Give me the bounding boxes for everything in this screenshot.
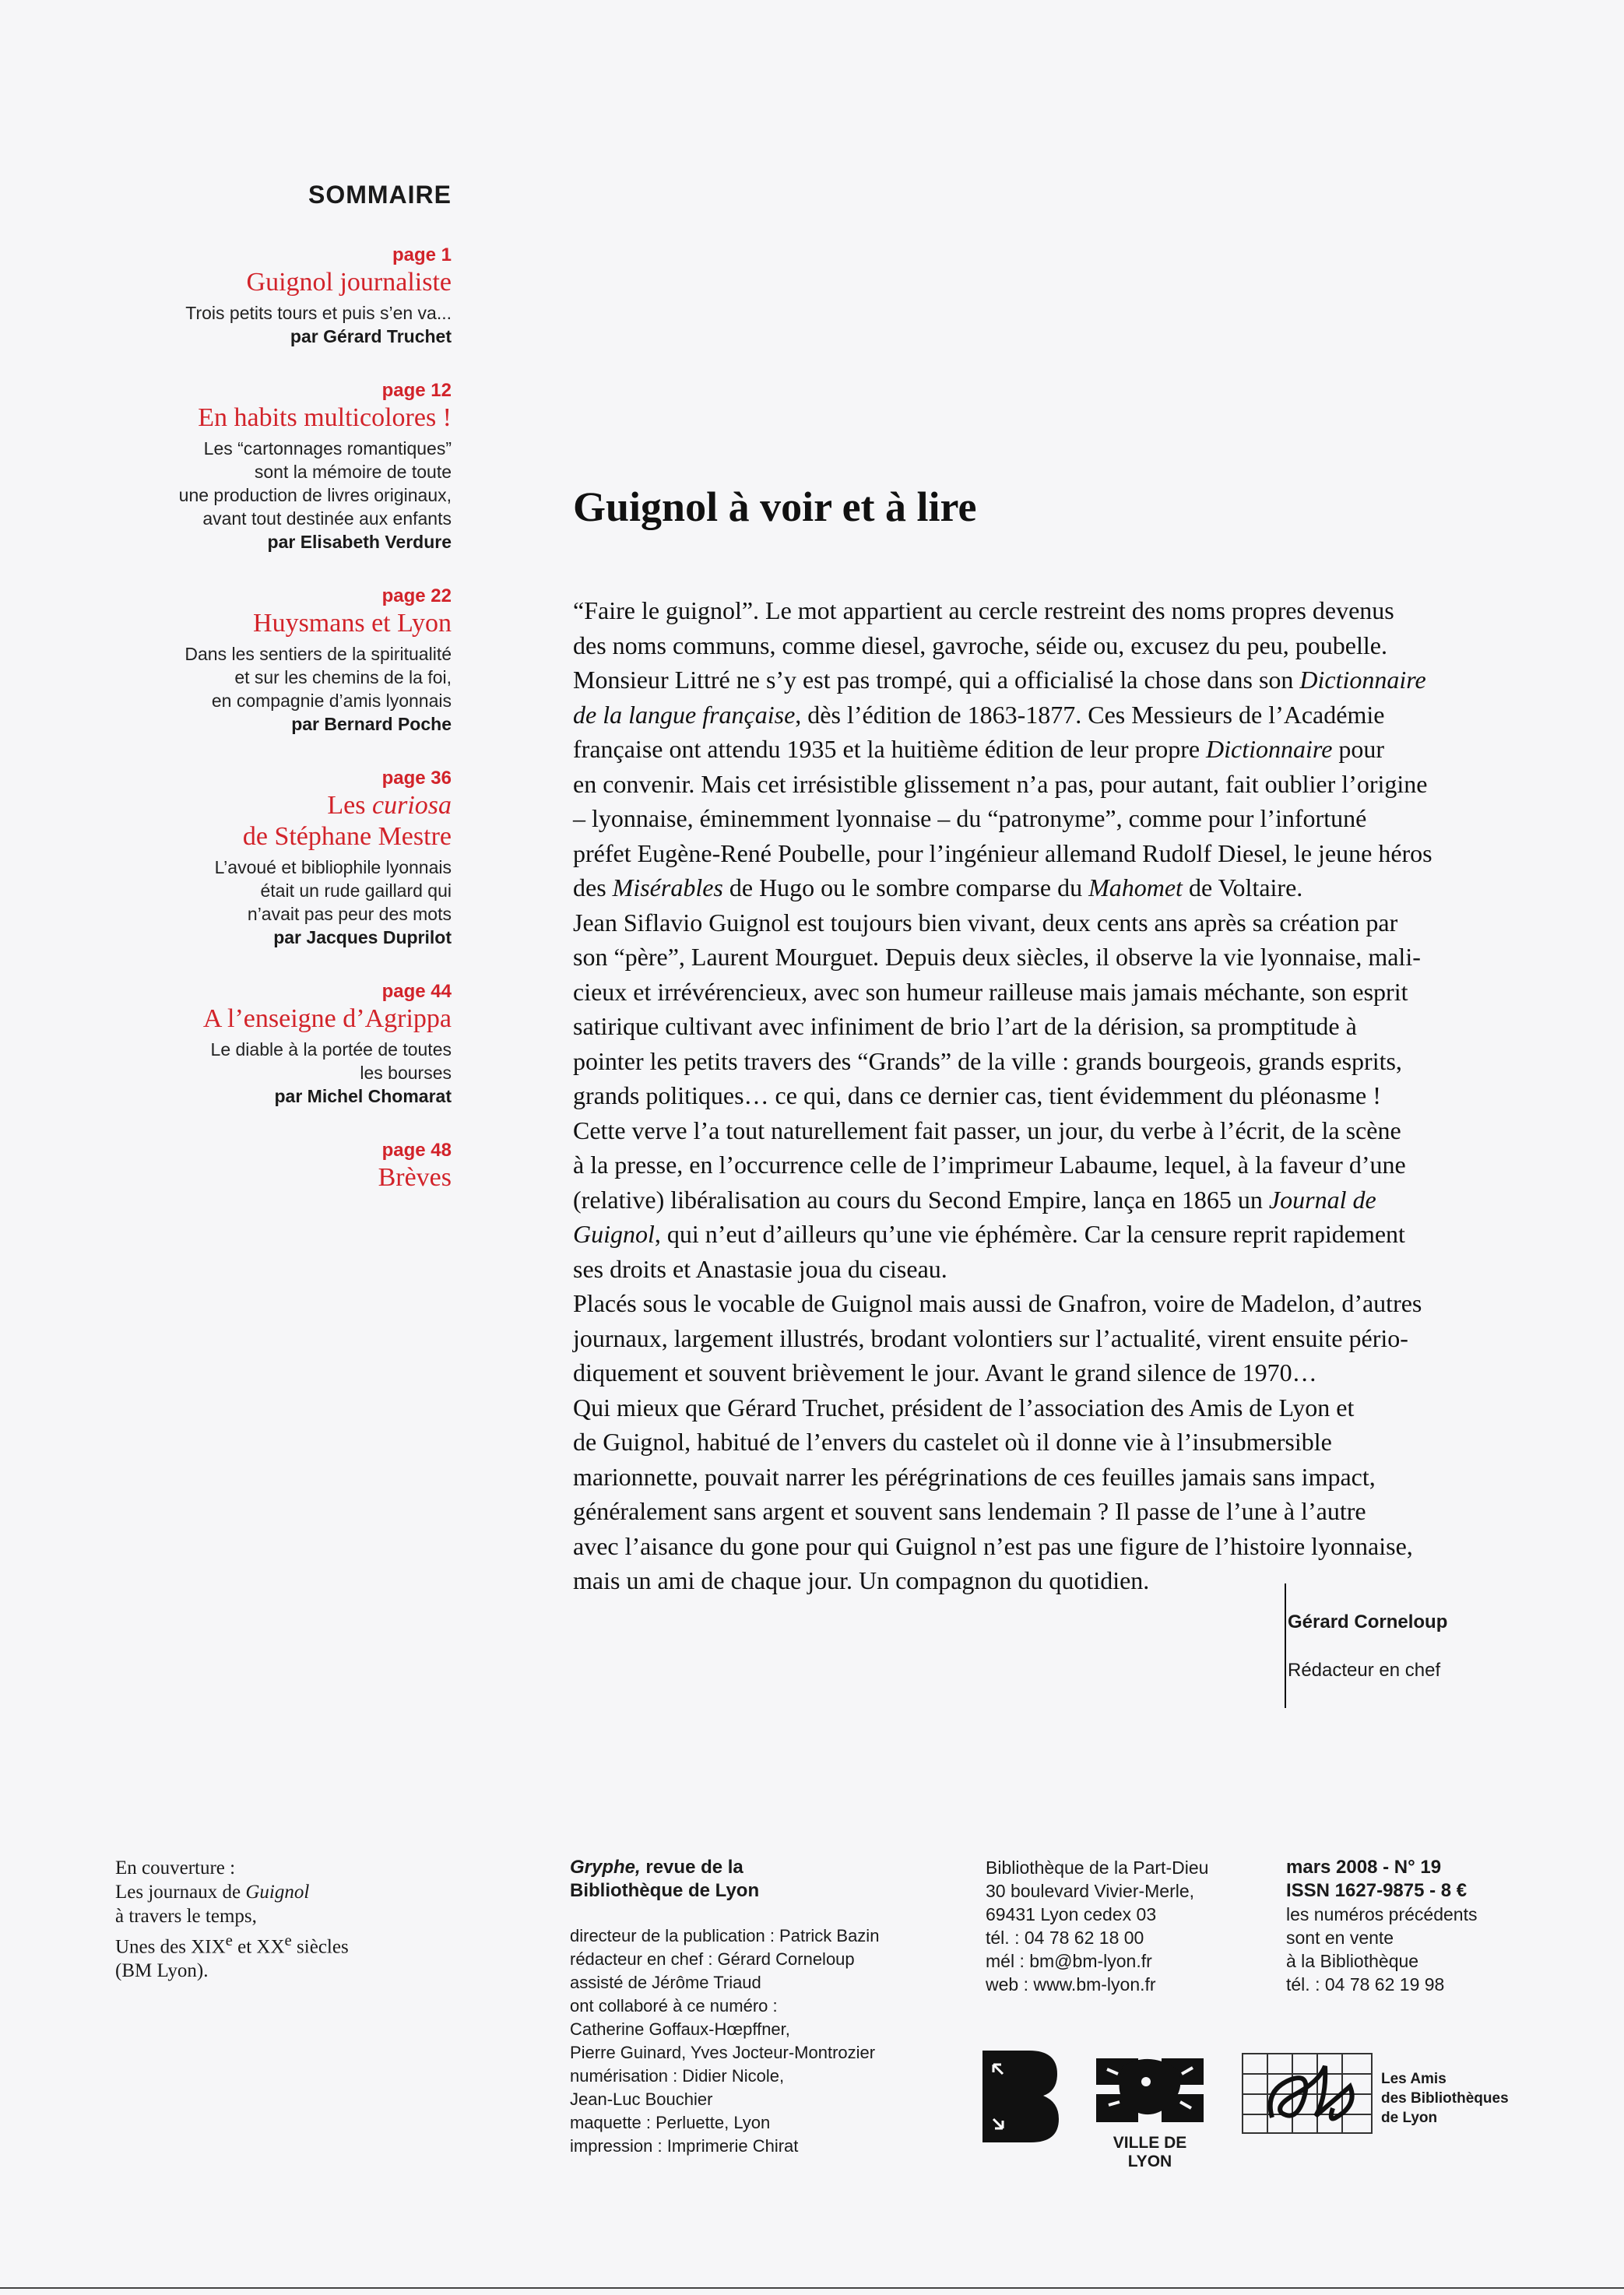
address-web[interactable]: web : www.bm-lyon.fr (986, 1974, 1156, 1995)
toc-page: page 1 (392, 244, 452, 265)
text-run-italic: Dictionnaire (1206, 735, 1333, 763)
address-line: 30 boulevard Vivier-Merle, (986, 1881, 1195, 1901)
text-run: de Voltaire. (1182, 873, 1303, 901)
text-run-italic: Journal de Guignol (573, 1185, 1376, 1248)
toc-title-line2[interactable]: de Stéphane Mestre (242, 822, 452, 851)
text-run: revue de la (640, 1857, 743, 1878)
toc-title[interactable]: En habits multicolores ! (198, 403, 452, 432)
page-edge-rule (0, 2287, 1624, 2289)
issue-line: sont en vente (1286, 1928, 1394, 1948)
amis-line: des Bibliothèques (1381, 2090, 1509, 2107)
text-run-italic: Guignol (245, 1882, 310, 1903)
toc-author: par Michel Chomarat (274, 1086, 452, 1106)
toc-desc: Dans les sentiers de la spiritualité (185, 644, 452, 664)
text-run: Les journaux de (115, 1882, 246, 1903)
toc-desc: n’avait pas peur des mots (247, 904, 452, 924)
paragraph-2 (573, 905, 1538, 1287)
credit-line: maquette : Perluette, Lyon (570, 2113, 771, 2132)
lion-emblem (1091, 2051, 1208, 2128)
toc-author: par Bernard Poche (291, 714, 452, 734)
toc-page: page 44 (381, 981, 452, 1002)
ville-de-lyon-label: VILLE DE LYON (1113, 2134, 1187, 2170)
text-run: pour en convenir. Mais cet irrésistible glissement n’a pas, pour autant, fait oublier l’origine – lyonnaise, éminemment lyonnaise – du “patronyme”, comme pour l’infortuné préfet Eugène-René Poubelle, pour l’ingénieur allemand Rudolf Diesel, le jeune héros des (573, 735, 1432, 901)
toc-desc: Le diable à la portée de toutes (210, 1039, 452, 1060)
text-run-italic: Mahomet (1088, 873, 1183, 901)
toc-desc: Les “cartonnages romantiques” (203, 438, 452, 459)
amis-line: Les Amis (1381, 2071, 1446, 2087)
credit-line: rédacteur en chef : Gérard Corneloup (570, 1949, 855, 1969)
toc-desc: avant tout destinée aux enfants (202, 508, 452, 529)
paragraph-3: Placés sous le vocable de Guignol mais aussi de Gnafron, voire de Madelon, d’autres journaux, largement illustrés, brodant volontiers sur l’actualité, virent ensuite pério- diquement et souvent brièvement le jour. Avant le grand silence de 1970… (573, 1289, 1422, 1386)
cover-line (115, 1880, 372, 1904)
text-run-sup: e (284, 1931, 292, 1949)
credits-head-line (570, 1856, 897, 1879)
credit-line: Jean-Luc Bouchier (570, 2089, 713, 2109)
text-run-sup: e (225, 1931, 233, 1949)
amis-label (1381, 2069, 1509, 2128)
credit-line: directeur de la publication : Patrick Bazin (570, 1926, 880, 1945)
address-email[interactable]: mél : bm@bm-lyon.fr (986, 1951, 1152, 1971)
toc-page: page 12 (381, 380, 452, 401)
toc-title[interactable]: Huysmans et Lyon (253, 609, 452, 638)
toc-desc: les bourses (360, 1063, 452, 1083)
issue-date: mars 2008 - N° 19 (1286, 1857, 1442, 1878)
cover-line: à travers le temps, (115, 1906, 257, 1927)
text-run: et XX (232, 1936, 285, 1958)
text-run: siècles (291, 1936, 349, 1958)
toc-item[interactable] (93, 980, 452, 1108)
signature-role: Rédacteur en chef (1288, 1660, 1441, 1681)
paragraph-4: Qui mieux que Gérard Truchet, président de l’association des Amis de Lyon et de Guignol, habitué de l’envers du castelet où il donne vie à l’insubmersible marionnette, pouvait narrer les pérégrinations de ces feuilles jamais sans impact, généralement sans argent et souvent sans lendemain ? Il passe de l’une à l’autre avec l’aisance du gone pour qui Guignol n’est pas une figure de l’histoire lyonnaise, mais un ami de chaque jour. Un compagnon du quotidien. (573, 1393, 1413, 1594)
article-title: Guignol à voir et à lire (573, 483, 977, 530)
address-line: 69431 Lyon cedex 03 (986, 1904, 1157, 1924)
ville-de-lyon-logo (1091, 2051, 1208, 2170)
toc-item[interactable] (93, 767, 452, 949)
issue-line: tél. : 04 78 62 19 98 (1286, 1974, 1445, 1995)
text-run: Jean Siflavio Guignol est toujours bien vivant, deux cents ans après sa création par son “père”, Laurent Mourguet. Depuis deux siècles, il observe la vie lyonnaise, mali- cieux et irrévérencieux, avec son humeur railleuse mais jamais méchante, son esprit satirique cultivant avec infiniment de brio l’art de la dérision, sa promptitude à pointer les petits travers des “Grands” de la ville : grands bourgeois, grands esprits, grands politiques… ce qui, dans ce dernier cas, tient évidemment du pléonasme ! Cette verve l’a tout naturellement fait passer, un jour, du verbe à l’écrit, de la scène à la presse, en l’occurrence celle de l’imprimeur Labaume, lequel, à la faveur d’une (relative) libéralisation au cours du Second Empire, lança en 1865 un (573, 908, 1421, 1214)
toc-title-pre: Les (327, 791, 372, 820)
issue-line: à la Bibliothèque (1286, 1951, 1419, 1971)
text-run-italic: Misérables (612, 873, 723, 901)
text-run: Unes des XIX (115, 1936, 226, 1958)
issue-line: les numéros précédents (1286, 1904, 1478, 1924)
toc-item[interactable] (93, 1139, 452, 1193)
toc-title[interactable]: Guignol journaliste (246, 268, 452, 297)
credit-line: Catherine Goffaux-Hœpffner, (570, 2019, 790, 2039)
toc-desc: était un rude gaillard qui (260, 880, 452, 901)
toc-item[interactable] (93, 585, 452, 736)
toc-item[interactable] (93, 244, 452, 348)
toc-title-em: curiosa (372, 791, 452, 820)
credits-column (570, 1856, 897, 2158)
credits-head-line: Bibliothèque de Lyon (570, 1880, 760, 1901)
paragraph-1 (573, 593, 1538, 905)
toc-desc: sont la mémoire de toute (254, 462, 452, 482)
bm-lyon-logo (982, 2051, 1059, 2142)
address-column (986, 1856, 1235, 1996)
toc-item[interactable] (93, 379, 452, 554)
issue-issn: ISSN 1627-9875 - 8 € (1286, 1880, 1468, 1901)
toc-author: par Gérard Truchet (290, 326, 452, 346)
toc-page: page 36 (381, 768, 452, 789)
cover-line: (BM Lyon). (115, 1960, 209, 1982)
toc-page: page 48 (381, 1140, 452, 1161)
text-run: “Faire le guignol”. Le mot appartient au cercle restreint des noms propres devenus des noms communs, comme diesel, gavroche, séide ou, excusez du peu, poubelle. Monsieur Littré ne s’y est pas trompé, qui a officialisé la chose dans son (573, 596, 1394, 694)
toc-desc: Trois petits tours et puis s’en va... (185, 303, 452, 323)
toc-desc: en compagnie d’amis lyonnais (211, 691, 452, 711)
cover-line (115, 1928, 372, 1959)
issue-column (1286, 1856, 1543, 1996)
address-line: Bibliothèque de la Part-Dieu (986, 1857, 1209, 1878)
editorial-article (573, 483, 1538, 1598)
signature-rule (1285, 1583, 1286, 1708)
credit-line: Pierre Guinard, Yves Jocteur-Montrozier (570, 2043, 876, 2062)
credits-head (570, 1856, 897, 1903)
credit-line: assisté de Jérôme Triaud (570, 1973, 761, 1992)
text-run: , dès l’édition de 1863-1877. Ces Messieurs de l’Académie française ont attendu 1935 et la huitième édition de leur propre (573, 700, 1385, 763)
toc-title[interactable] (93, 790, 452, 821)
credit-line: impression : Imprimerie Chirat (570, 2136, 799, 2156)
toc-desc: une production de livres originaux, (178, 485, 452, 505)
amis-line: de Lyon (1381, 2110, 1438, 2126)
text-run: de Hugo ou le sombre comparse du (722, 873, 1089, 901)
toc-page: page 22 (381, 585, 452, 606)
toc-title[interactable]: A l’enseigne d’Agrippa (202, 1004, 452, 1033)
cover-caption (115, 1856, 372, 1983)
text-run-italic: Dictionnaire de la langue française (573, 666, 1426, 729)
text-run: , qui n’eut d’ailleurs qu’une vie éphémère. Car la censure reprit rapidement ses droits et Anastasie joua du ciseau. (573, 1220, 1405, 1283)
credit-line: ont collaboré à ce numéro : (570, 1996, 778, 2016)
cover-line: En couverture : (115, 1857, 236, 1879)
toc-author: par Elisabeth Verdure (267, 532, 452, 552)
toc-desc: et sur les chemins de la foi, (234, 667, 452, 687)
toc-title[interactable]: Brèves (378, 1163, 452, 1192)
journal-name: Gryphe, (570, 1857, 641, 1878)
toc-desc: L’avoué et bibliophile lyonnais (214, 857, 452, 877)
sommaire-title: SOMMAIRE (308, 181, 452, 209)
amis-bibliotheques-logo (1241, 2051, 1373, 2136)
toc-author: par Jacques Duprilot (273, 927, 452, 947)
credit-line: numérisation : Didier Nicole, (570, 2066, 785, 2086)
signature-name: Gérard Corneloup (1288, 1611, 1448, 1633)
table-of-contents (93, 181, 452, 1225)
address-line: tél. : 04 78 62 18 00 (986, 1928, 1144, 1948)
